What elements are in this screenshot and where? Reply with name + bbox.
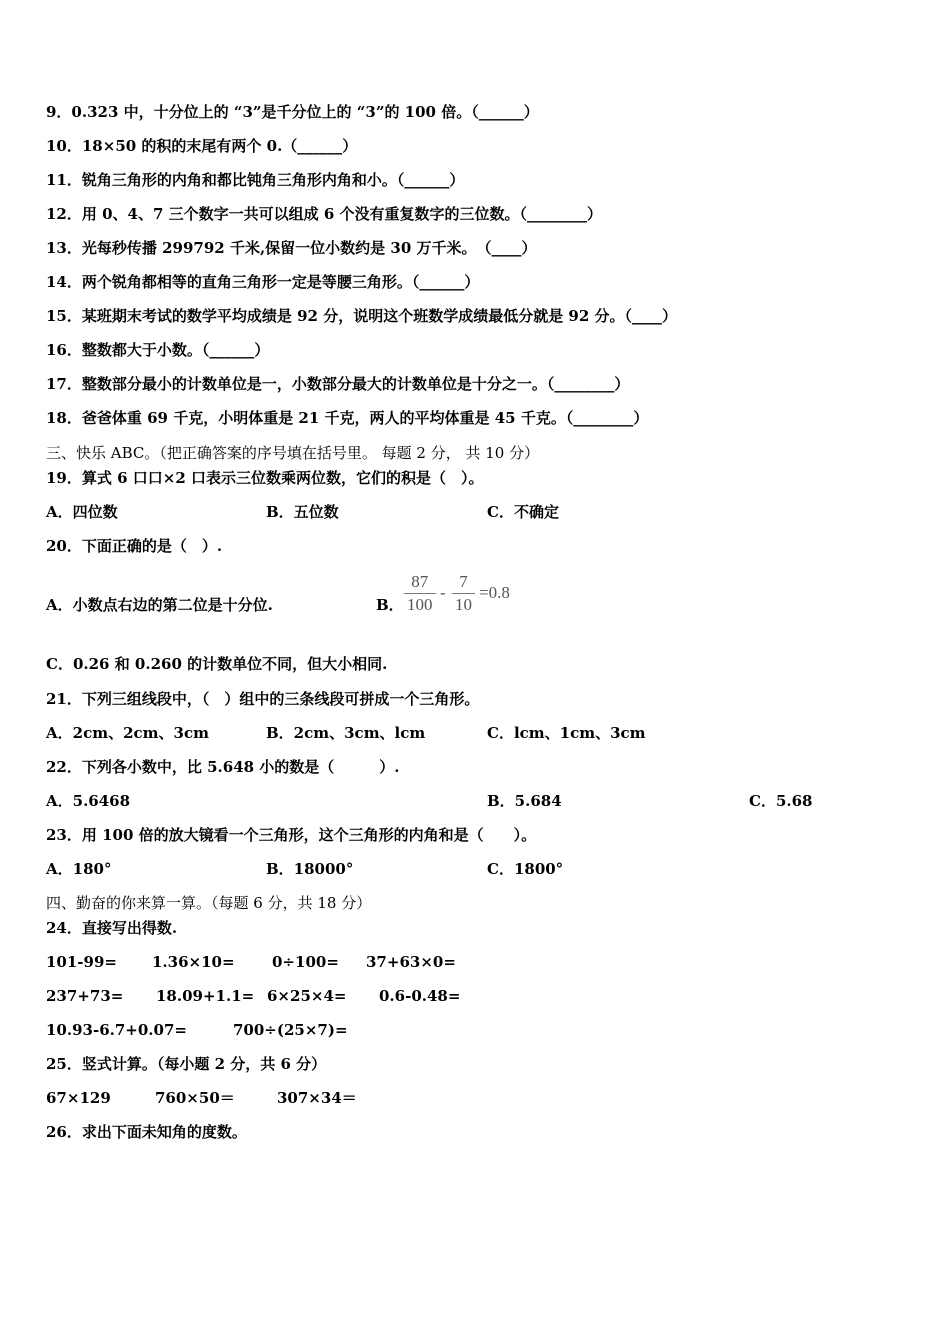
question-19-option-a: A．四位数 bbox=[46, 503, 118, 521]
question-20-option-c: C．0.26 和 0.260 的计数单位不同，但大小相同. bbox=[46, 655, 388, 673]
fraction-7-10 bbox=[452, 571, 475, 616]
question-10: 10．18×50 的积的末尾有两个 0.（______） bbox=[46, 137, 358, 155]
vertical-calc-item: 67×129 bbox=[46, 1089, 111, 1107]
question-22-option-c: C．5.68 bbox=[749, 792, 813, 810]
question-19-stem: 19．算式 6 口口×2 口表示三位数乘两位数，它们的积是（ ）。 bbox=[46, 469, 484, 487]
calc-item: 237+73= bbox=[46, 987, 124, 1005]
question-21-stem: 21．下列三组线段中，（ ）组中的三条线段可拼成一个三角形。 bbox=[46, 690, 480, 708]
question-21-option-a: A．2cm、2cm、3cm bbox=[46, 724, 209, 742]
calc-item: 700÷(25×7)= bbox=[233, 1021, 348, 1039]
question-20-option-a: A．小数点右边的第二位是十分位. bbox=[46, 596, 273, 614]
fraction-numerator: 7 bbox=[452, 571, 475, 594]
question-23-stem: 23．用 100 倍的放大镜看一个三角形，这个三角形的内角和是（ ）。 bbox=[46, 826, 537, 844]
fraction-numerator: 87 bbox=[404, 571, 436, 594]
question-19-option-c: C．不确定 bbox=[487, 503, 559, 521]
question-22-option-a: A．5.6468 bbox=[46, 792, 131, 810]
section-4-title: 四、勤奋的你来算一算。（每题 6 分，共 18 分） bbox=[46, 894, 372, 912]
minus-sign: - bbox=[440, 583, 446, 602]
calc-item: 10.93-6.7+0.07= bbox=[46, 1021, 187, 1039]
fraction-denominator: 100 bbox=[407, 595, 433, 614]
question-15: 15．某班期末考试的数学平均成绩是 92 分，说明这个班数学成绩最低分就是 92 分。（____） bbox=[46, 307, 678, 325]
question-21-option-c: C．lcm、1cm、3cm bbox=[487, 724, 646, 742]
question-22-option-b: B．5.684 bbox=[487, 792, 562, 810]
question-26-stem: 26．求出下面未知角的度数。 bbox=[46, 1123, 247, 1141]
question-14: 14．两个锐角都相等的直角三角形一定是等腰三角形。（______） bbox=[46, 273, 480, 291]
question-19-option-b: B．五位数 bbox=[266, 503, 339, 521]
question-24-stem: 24．直接写出得数. bbox=[46, 919, 178, 937]
fraction-denominator: 10 bbox=[455, 595, 472, 614]
question-13: 13．光每秒传播 299792 千米,保留一位小数约是 30 万千米。 （____） bbox=[46, 239, 537, 257]
calc-item: 37+63×0= bbox=[366, 953, 456, 971]
question-25-stem: 25．竖式计算。（每小题 2 分，共 6 分） bbox=[46, 1055, 327, 1073]
question-20-stem: 20．下面正确的是（ ）. bbox=[46, 537, 223, 555]
question-23-option-a: A．180° bbox=[46, 860, 112, 878]
calc-item: 0÷100= bbox=[272, 953, 339, 971]
question-12: 12．用 0、4、7 三个数字一共可以组成 6 个没有重复数字的三位数。（________） bbox=[46, 205, 603, 223]
question-18: 18．爸爸体重 69 千克，小明体重是 21 千克，两人的平均体重是 45 千克。（________） bbox=[46, 409, 649, 427]
question-23-option-b: B．18000° bbox=[266, 860, 354, 878]
question-23-option-c: C．1800° bbox=[487, 860, 564, 878]
calc-item: 6×25×4= bbox=[267, 987, 347, 1005]
question-9: 9．0.323 中，十分位上的 “3”是千分位上的 “3”的 100 倍。（______） bbox=[46, 103, 539, 121]
question-20-option-b-label: B． bbox=[376, 596, 404, 614]
question-16: 16．整数都大于小数。（______） bbox=[46, 341, 270, 359]
question-21-option-b: B．2cm、3cm、lcm bbox=[266, 724, 426, 742]
vertical-calc-item: 760×50＝ bbox=[155, 1089, 235, 1107]
calc-item: 101-99= bbox=[46, 953, 117, 971]
vertical-calc-item: 307×34＝ bbox=[277, 1089, 357, 1107]
equals-result: =0.8 bbox=[479, 583, 510, 602]
question-11: 11．锐角三角形的内角和都比钝角三角形内角和小。（______） bbox=[46, 171, 465, 189]
fraction-87-100 bbox=[404, 571, 436, 616]
calc-item: 18.09+1.1= bbox=[156, 987, 255, 1005]
calc-item: 0.6-0.48= bbox=[379, 987, 461, 1005]
section-3-title: 三、快乐 ABC。（把正确答案的序号填在括号里。 每题 2 分， 共 10 分） bbox=[46, 444, 540, 462]
calc-item: 1.36×10= bbox=[152, 953, 235, 971]
question-22-stem: 22．下列各小数中，比 5.648 小的数是（ ）. bbox=[46, 758, 400, 776]
question-17: 17．整数部分最小的计数单位是一，小数部分最大的计数单位是十分之一。（________） bbox=[46, 375, 630, 393]
